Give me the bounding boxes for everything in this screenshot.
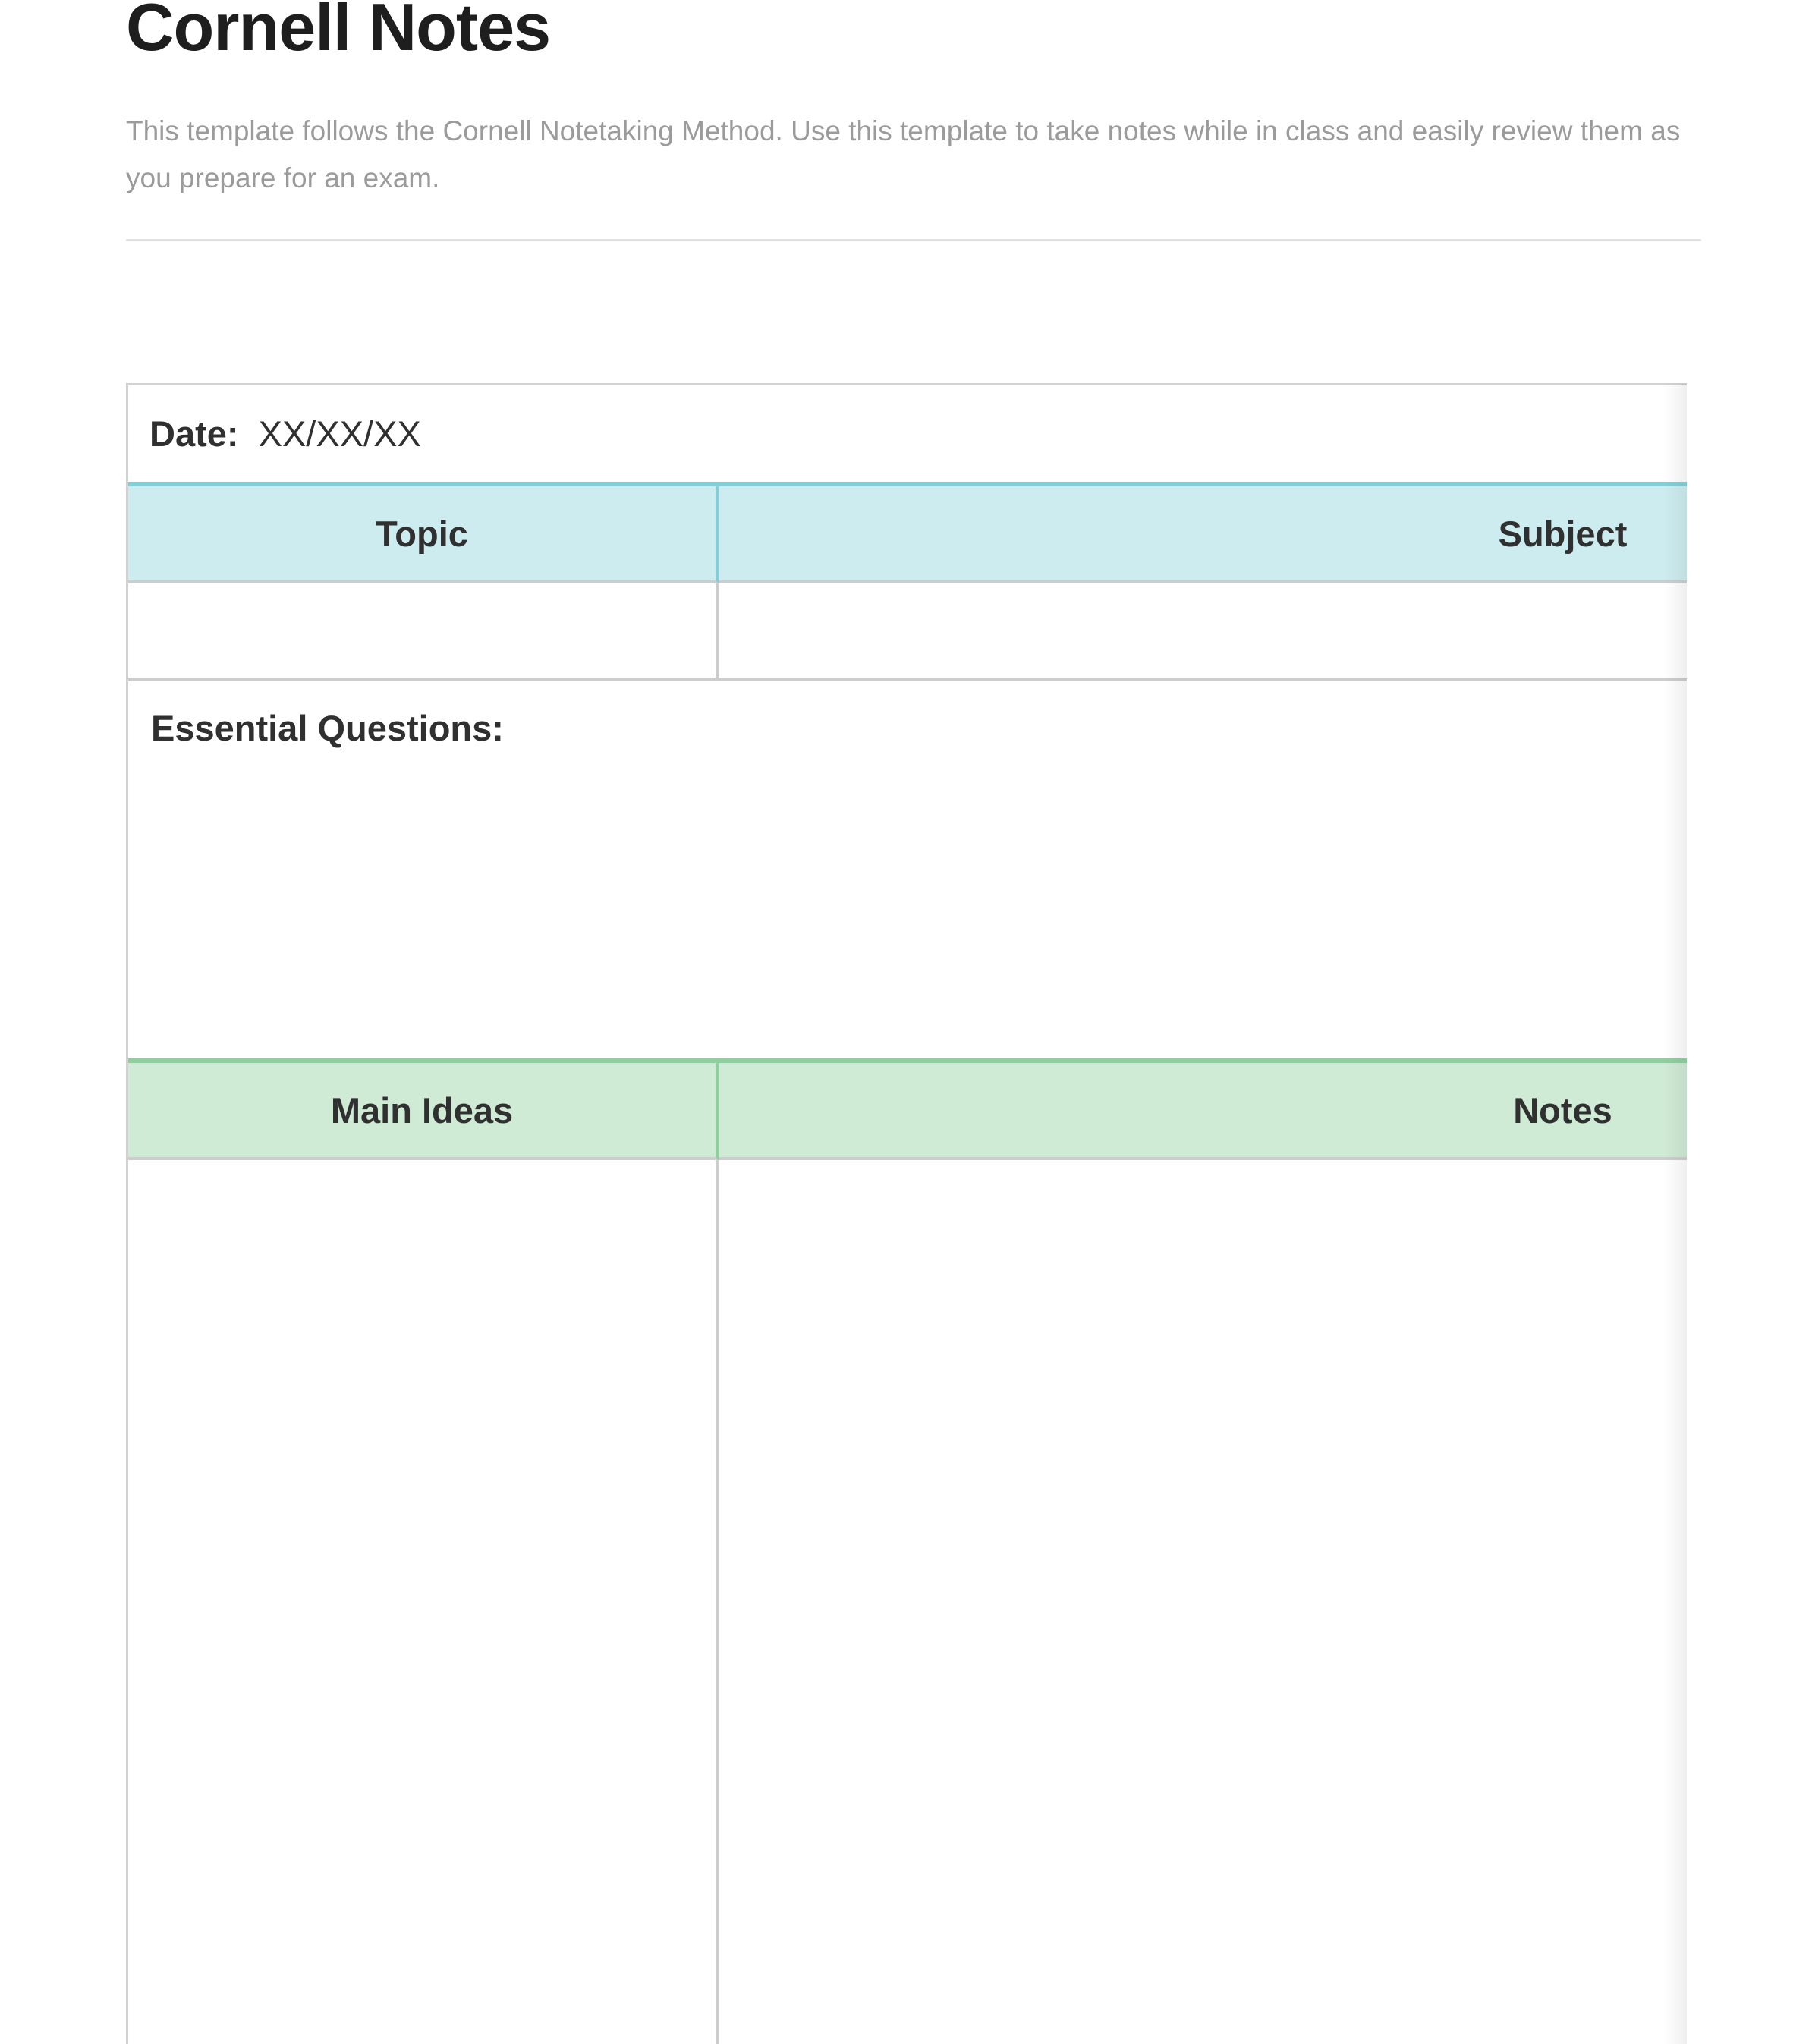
- date-row: [128, 385, 1687, 482]
- date-label: Date:: [149, 414, 239, 454]
- page-title: Cornell Notes: [126, 0, 551, 64]
- subject-column-header: Subject: [719, 482, 1687, 583]
- main-ideas-column-header: Main Ideas: [128, 1058, 719, 1160]
- notes-value-cell[interactable]: [719, 1160, 1687, 2044]
- date-value[interactable]: XX/XX/XX: [258, 414, 421, 454]
- notes-table-container: [126, 383, 1687, 2044]
- main-ideas-notes-header-row: [128, 1058, 1687, 1160]
- notes-column-header: Notes: [719, 1058, 1687, 1160]
- essential-questions-row: [128, 681, 1687, 1058]
- essential-questions-label: Essential Questions:: [151, 708, 504, 748]
- topic-subject-value-row: [128, 583, 1687, 681]
- page-description: This template follows the Cornell Notetaking Method. Use this template to take notes while in class and easily review them as you prepare for an exam.: [126, 115, 1681, 193]
- section-divider: [126, 239, 1701, 241]
- date-cell[interactable]: [128, 385, 1687, 482]
- main-ideas-value-cell[interactable]: [128, 1160, 719, 2044]
- topic-value-cell[interactable]: [128, 583, 719, 681]
- essential-questions-cell[interactable]: [128, 681, 1687, 1058]
- cornell-notes-table: [126, 383, 1687, 2044]
- topic-column-header: Topic: [128, 482, 719, 583]
- subject-value-cell[interactable]: [719, 583, 1687, 681]
- main-ideas-notes-value-row: [128, 1160, 1687, 2044]
- topic-subject-header-row: [128, 482, 1687, 583]
